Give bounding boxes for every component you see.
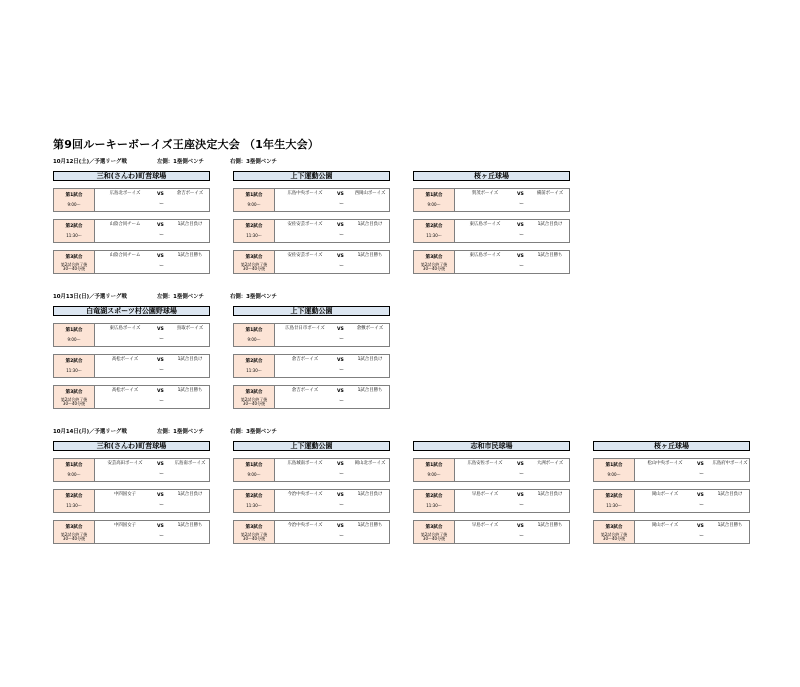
vs-label: VS [337, 493, 344, 498]
match-label-cell [414, 189, 455, 211]
match-number: 第2試合 [245, 224, 263, 229]
day-date: 10月14日(月)／予選リーグ戦 [53, 429, 127, 435]
right-bench-note: 右側：3塁側ベンチ [230, 429, 277, 435]
venue-block [233, 306, 390, 409]
vs-label: VS [157, 389, 164, 394]
team-first-base: 安佐安芸ボーイズ [287, 253, 323, 258]
match-row [53, 489, 210, 513]
match-body [455, 189, 569, 211]
score-placeholder: ー [159, 336, 165, 342]
match-number: 第1試合 [245, 328, 263, 333]
match-row [53, 354, 210, 378]
team-first-base: 岡山ボーイズ [651, 523, 679, 528]
left-bench-note: 左側：1塁側ベンチ [157, 294, 204, 300]
venue-block [233, 171, 390, 274]
team-first-base: 早島ボーイズ [471, 492, 499, 497]
match-label-cell [594, 459, 635, 481]
match-time: 第2試合終了後 30～40分後 [60, 532, 88, 542]
match-time: 第2試合終了後 30～40分後 [240, 397, 268, 407]
venue-title: 桜ヶ丘球場 [413, 171, 570, 181]
vs-label: VS [517, 524, 524, 529]
team-third-base: 1試合目負け [357, 357, 383, 362]
match-label-cell [414, 251, 455, 273]
match-body [635, 521, 749, 543]
vs-label: VS [337, 192, 344, 197]
match-time: 11:30～ [606, 503, 622, 508]
vs-label: VS [517, 192, 524, 197]
match-number: 第2試合 [425, 224, 443, 229]
team-third-base: 倉敷ボーイズ [356, 326, 384, 331]
score-placeholder: ー [339, 367, 345, 373]
venue-title: 桜ヶ丘球場 [593, 441, 750, 451]
match-number: 第1試合 [65, 328, 83, 333]
match-time: 11:30～ [426, 233, 442, 238]
match-body [455, 490, 569, 512]
match-row [413, 489, 570, 513]
match-number: 第3試合 [245, 255, 263, 260]
match-body [455, 521, 569, 543]
team-first-base: 岡山ボーイズ [651, 492, 679, 497]
match-label-cell [414, 220, 455, 242]
score-placeholder: ー [339, 471, 345, 477]
venue-title: 白竜湖スポーツ村公園野球場 [53, 306, 210, 316]
score-placeholder: ー [519, 201, 525, 207]
team-third-base: 1試合目負け [177, 492, 203, 497]
match-label-cell [234, 251, 275, 273]
team-third-base: 1試合目負け [177, 222, 203, 227]
match-number: 第1試合 [65, 463, 83, 468]
match-body [95, 220, 209, 242]
team-first-base: 東広島ボーイズ [109, 326, 141, 331]
score-placeholder: ー [339, 201, 345, 207]
match-time: 9:00～ [247, 202, 261, 207]
vs-label: VS [157, 524, 164, 529]
match-label-cell [234, 220, 275, 242]
match-body [455, 220, 569, 242]
team-third-base: 倉吉ボーイズ [176, 191, 204, 196]
match-row [593, 458, 750, 482]
match-label-cell [234, 324, 275, 346]
vs-label: VS [517, 223, 524, 228]
left-bench-note: 左側：1塁側ベンチ [157, 429, 204, 435]
score-placeholder: ー [159, 533, 165, 539]
venue-title: 上下運動公園 [233, 171, 390, 181]
vs-label: VS [517, 254, 524, 259]
match-label-cell [54, 490, 95, 512]
match-body [275, 220, 389, 242]
vs-label: VS [697, 462, 704, 467]
vs-label: VS [697, 493, 704, 498]
match-body [455, 251, 569, 273]
match-time: 11:30～ [246, 503, 262, 508]
vs-label: VS [517, 493, 524, 498]
match-time: 9:00～ [67, 337, 81, 342]
match-row [233, 250, 390, 274]
score-placeholder: ー [159, 471, 165, 477]
match-label-cell [234, 386, 275, 408]
vs-label: VS [157, 327, 164, 332]
match-row [53, 458, 210, 482]
match-body [275, 386, 389, 408]
day-header [53, 158, 277, 166]
match-label-cell [234, 521, 275, 543]
team-first-base: 広島廿日市ボーイズ [285, 326, 325, 331]
venue-block [53, 306, 210, 409]
match-number: 第1試合 [245, 193, 263, 198]
match-body [455, 459, 569, 481]
match-body [275, 521, 389, 543]
vs-label: VS [337, 358, 344, 363]
match-body [275, 490, 389, 512]
team-first-base: 高松ボーイズ [111, 357, 139, 362]
match-body [275, 355, 389, 377]
score-placeholder: ー [159, 502, 165, 508]
match-number: 第2試合 [65, 224, 83, 229]
day-date: 10月12日(土)／予選リーグ戦 [53, 159, 127, 165]
match-time: 9:00～ [427, 472, 441, 477]
vs-label: VS [337, 524, 344, 529]
match-number: 第3試合 [65, 525, 83, 530]
match-row [233, 458, 390, 482]
match-number: 第2試合 [245, 359, 263, 364]
venue-title: 上下運動公園 [233, 306, 390, 316]
team-third-base: 広島府中ボーイズ [712, 461, 748, 466]
match-label-cell [54, 251, 95, 273]
match-body [95, 251, 209, 273]
match-label-cell [54, 220, 95, 242]
team-first-base: 広島北ボーイズ [109, 191, 141, 196]
team-third-base: 1試合目負け [717, 492, 743, 497]
match-body [95, 521, 209, 543]
team-third-base: 1試合目勝ち [537, 253, 563, 258]
left-bench-note: 左側：1塁側ベンチ [157, 159, 204, 165]
team-first-base: 広島安佐ボーイズ [467, 461, 503, 466]
score-placeholder: ー [519, 232, 525, 238]
score-placeholder: ー [159, 367, 165, 373]
match-time: 11:30～ [66, 503, 82, 508]
team-third-base: 1試合目負け [177, 357, 203, 362]
vs-label: VS [337, 462, 344, 467]
match-number: 第2試合 [605, 494, 623, 499]
match-time: 第2試合終了後 30～40分後 [60, 397, 88, 407]
match-time: 11:30～ [66, 368, 82, 373]
match-time: 第2試合終了後 30～40分後 [60, 262, 88, 272]
match-time: 9:00～ [247, 472, 261, 477]
score-placeholder: ー [339, 336, 345, 342]
match-row [53, 323, 210, 347]
match-row [413, 250, 570, 274]
venue-block [53, 171, 210, 274]
venue-block [233, 441, 390, 544]
match-row [53, 219, 210, 243]
team-first-base: 今治中央ボーイズ [287, 492, 323, 497]
right-bench-note: 右側：3塁側ベンチ [230, 159, 277, 165]
vs-label: VS [157, 192, 164, 197]
team-first-base: 山陰合同チーム [109, 222, 141, 227]
match-label-cell [594, 490, 635, 512]
vs-label: VS [157, 462, 164, 467]
vs-label: VS [517, 462, 524, 467]
match-time: 11:30～ [426, 503, 442, 508]
team-third-base: 大洲ボーイズ [536, 461, 564, 466]
score-placeholder: ー [519, 471, 525, 477]
score-placeholder: ー [159, 263, 165, 269]
score-placeholder: ー [519, 533, 525, 539]
team-first-base: 東広島ボーイズ [469, 222, 501, 227]
match-label-cell [414, 490, 455, 512]
match-time: 第2試合終了後 30～40分後 [240, 532, 268, 542]
match-number: 第2試合 [245, 494, 263, 499]
match-time: 9:00～ [247, 337, 261, 342]
match-number: 第2試合 [425, 494, 443, 499]
match-row [413, 219, 570, 243]
match-number: 第2試合 [65, 494, 83, 499]
match-time: 9:00～ [427, 202, 441, 207]
match-label-cell [54, 355, 95, 377]
match-time: 9:00～ [67, 472, 81, 477]
score-placeholder: ー [339, 398, 345, 404]
match-time: 第2試合終了後 30～40分後 [420, 262, 448, 272]
match-number: 第1試合 [425, 463, 443, 468]
team-third-base: 1試合目負け [357, 222, 383, 227]
match-number: 第3試合 [245, 525, 263, 530]
score-placeholder: ー [699, 502, 705, 508]
score-placeholder: ー [699, 533, 705, 539]
team-third-base: 1試合目勝ち [357, 253, 383, 258]
match-body [275, 251, 389, 273]
match-body [275, 189, 389, 211]
match-label-cell [54, 189, 95, 211]
match-row [53, 385, 210, 409]
vs-label: VS [697, 524, 704, 529]
match-body [95, 459, 209, 481]
match-time: 9:00～ [607, 472, 621, 477]
match-label-cell [234, 355, 275, 377]
match-body [95, 386, 209, 408]
team-first-base: 倉吉ボーイズ [291, 357, 319, 362]
match-label-cell [234, 490, 275, 512]
score-placeholder: ー [519, 263, 525, 269]
match-label-cell [54, 324, 95, 346]
match-row [53, 188, 210, 212]
team-third-base: 1試合目勝ち [357, 388, 383, 393]
match-row [413, 520, 570, 544]
match-row [593, 489, 750, 513]
match-label-cell [414, 459, 455, 481]
match-number: 第1試合 [65, 193, 83, 198]
match-number: 第1試合 [605, 463, 623, 468]
match-label-cell [414, 521, 455, 543]
match-label-cell [54, 459, 95, 481]
venue-block [413, 171, 570, 274]
team-first-base: 広島城南ボーイズ [287, 461, 323, 466]
score-placeholder: ー [159, 398, 165, 404]
venue-title: 志和市民球場 [413, 441, 570, 451]
page-title: 第9回ルーキーボーイズ王座決定大会 （1年生大会） [53, 138, 320, 151]
match-number: 第3試合 [605, 525, 623, 530]
score-placeholder: ー [339, 533, 345, 539]
match-row [593, 520, 750, 544]
match-row [233, 385, 390, 409]
team-third-base: 広島南ボーイズ [174, 461, 206, 466]
match-number: 第3試合 [65, 255, 83, 260]
match-label-cell [594, 521, 635, 543]
match-row [413, 458, 570, 482]
score-placeholder: ー [159, 232, 165, 238]
team-third-base: 鳥取ボーイズ [176, 326, 204, 331]
match-body [275, 459, 389, 481]
score-placeholder: ー [339, 232, 345, 238]
vs-label: VS [157, 223, 164, 228]
team-third-base: 備前ボーイズ [536, 191, 564, 196]
match-row [53, 520, 210, 544]
match-label-cell [54, 386, 95, 408]
match-row [233, 520, 390, 544]
day-date: 10月13日(日)／予選リーグ戦 [53, 294, 127, 300]
match-time: 第2試合終了後 30～40分後 [420, 532, 448, 542]
vs-label: VS [337, 327, 344, 332]
team-first-base: 倉吉ボーイズ [291, 388, 319, 393]
team-third-base: 1試合目勝ち [717, 523, 743, 528]
match-number: 第1試合 [245, 463, 263, 468]
team-first-base: 高松ボーイズ [111, 388, 139, 393]
match-number: 第1試合 [425, 193, 443, 198]
match-number: 第3試合 [425, 255, 443, 260]
match-row [233, 354, 390, 378]
vs-label: VS [337, 254, 344, 259]
match-body [635, 490, 749, 512]
team-third-base: 1試合目勝ち [357, 523, 383, 528]
vs-label: VS [337, 223, 344, 228]
team-first-base: 中四国女子 [114, 523, 136, 528]
match-row [233, 323, 390, 347]
match-body [95, 324, 209, 346]
match-label-cell [54, 521, 95, 543]
team-first-base: 東広島ボーイズ [469, 253, 501, 258]
score-placeholder: ー [339, 263, 345, 269]
match-number: 第3試合 [425, 525, 443, 530]
team-third-base: 1試合目勝ち [177, 523, 203, 528]
team-third-base: 1試合目勝ち [537, 523, 563, 528]
venue-title: 上下運動公園 [233, 441, 390, 451]
match-time: 9:00～ [67, 202, 81, 207]
match-number: 第2試合 [65, 359, 83, 364]
score-placeholder: ー [159, 201, 165, 207]
match-number: 第3試合 [245, 390, 263, 395]
match-row [233, 489, 390, 513]
team-first-base: 中四国女子 [114, 492, 136, 497]
team-first-base: 賀茂ボーイズ [471, 191, 499, 196]
score-placeholder: ー [699, 471, 705, 477]
venue-block [53, 441, 210, 544]
score-placeholder: ー [519, 502, 525, 508]
day-header [53, 428, 277, 436]
team-first-base: 山陰合同チーム [109, 253, 141, 258]
right-bench-note: 右側：3塁側ベンチ [230, 294, 277, 300]
score-placeholder: ー [339, 502, 345, 508]
team-first-base: 早島ボーイズ [471, 523, 499, 528]
match-body [635, 459, 749, 481]
venue-title: 三和(さんわ)町営球場 [53, 441, 210, 451]
team-first-base: 安佐安芸ボーイズ [287, 222, 323, 227]
match-time: 第2試合終了後 30～40分後 [240, 262, 268, 272]
match-body [95, 355, 209, 377]
vs-label: VS [157, 358, 164, 363]
team-first-base: 今治中央ボーイズ [287, 523, 323, 528]
match-time: 11:30～ [66, 233, 82, 238]
team-third-base: 1試合目勝ち [177, 388, 203, 393]
match-time: 11:30～ [246, 368, 262, 373]
match-time: 第2試合終了後 30～40分後 [600, 532, 628, 542]
team-third-base: 1試合目勝ち [177, 253, 203, 258]
match-time: 11:30～ [246, 233, 262, 238]
team-first-base: 松山中央ボーイズ [647, 461, 683, 466]
team-third-base: 西岡山ボーイズ [354, 191, 386, 196]
match-row [233, 188, 390, 212]
match-row [53, 250, 210, 274]
venue-block [413, 441, 570, 544]
vs-label: VS [337, 389, 344, 394]
match-row [233, 219, 390, 243]
team-first-base: 安芸高田ボーイズ [107, 461, 143, 466]
team-third-base: 1試合目負け [537, 492, 563, 497]
team-third-base: 1試合目負け [357, 492, 383, 497]
match-label-cell [234, 189, 275, 211]
match-body [95, 189, 209, 211]
venue-block [593, 441, 750, 544]
match-number: 第3試合 [65, 390, 83, 395]
team-first-base: 広島中央ボーイズ [287, 191, 323, 196]
match-body [275, 324, 389, 346]
vs-label: VS [157, 254, 164, 259]
team-third-base: 1試合目負け [537, 222, 563, 227]
venue-title: 三和(さんわ)町営球場 [53, 171, 210, 181]
vs-label: VS [157, 493, 164, 498]
match-label-cell [234, 459, 275, 481]
match-row [413, 188, 570, 212]
team-third-base: 岡山北ボーイズ [354, 461, 386, 466]
day-header [53, 293, 277, 301]
match-body [95, 490, 209, 512]
